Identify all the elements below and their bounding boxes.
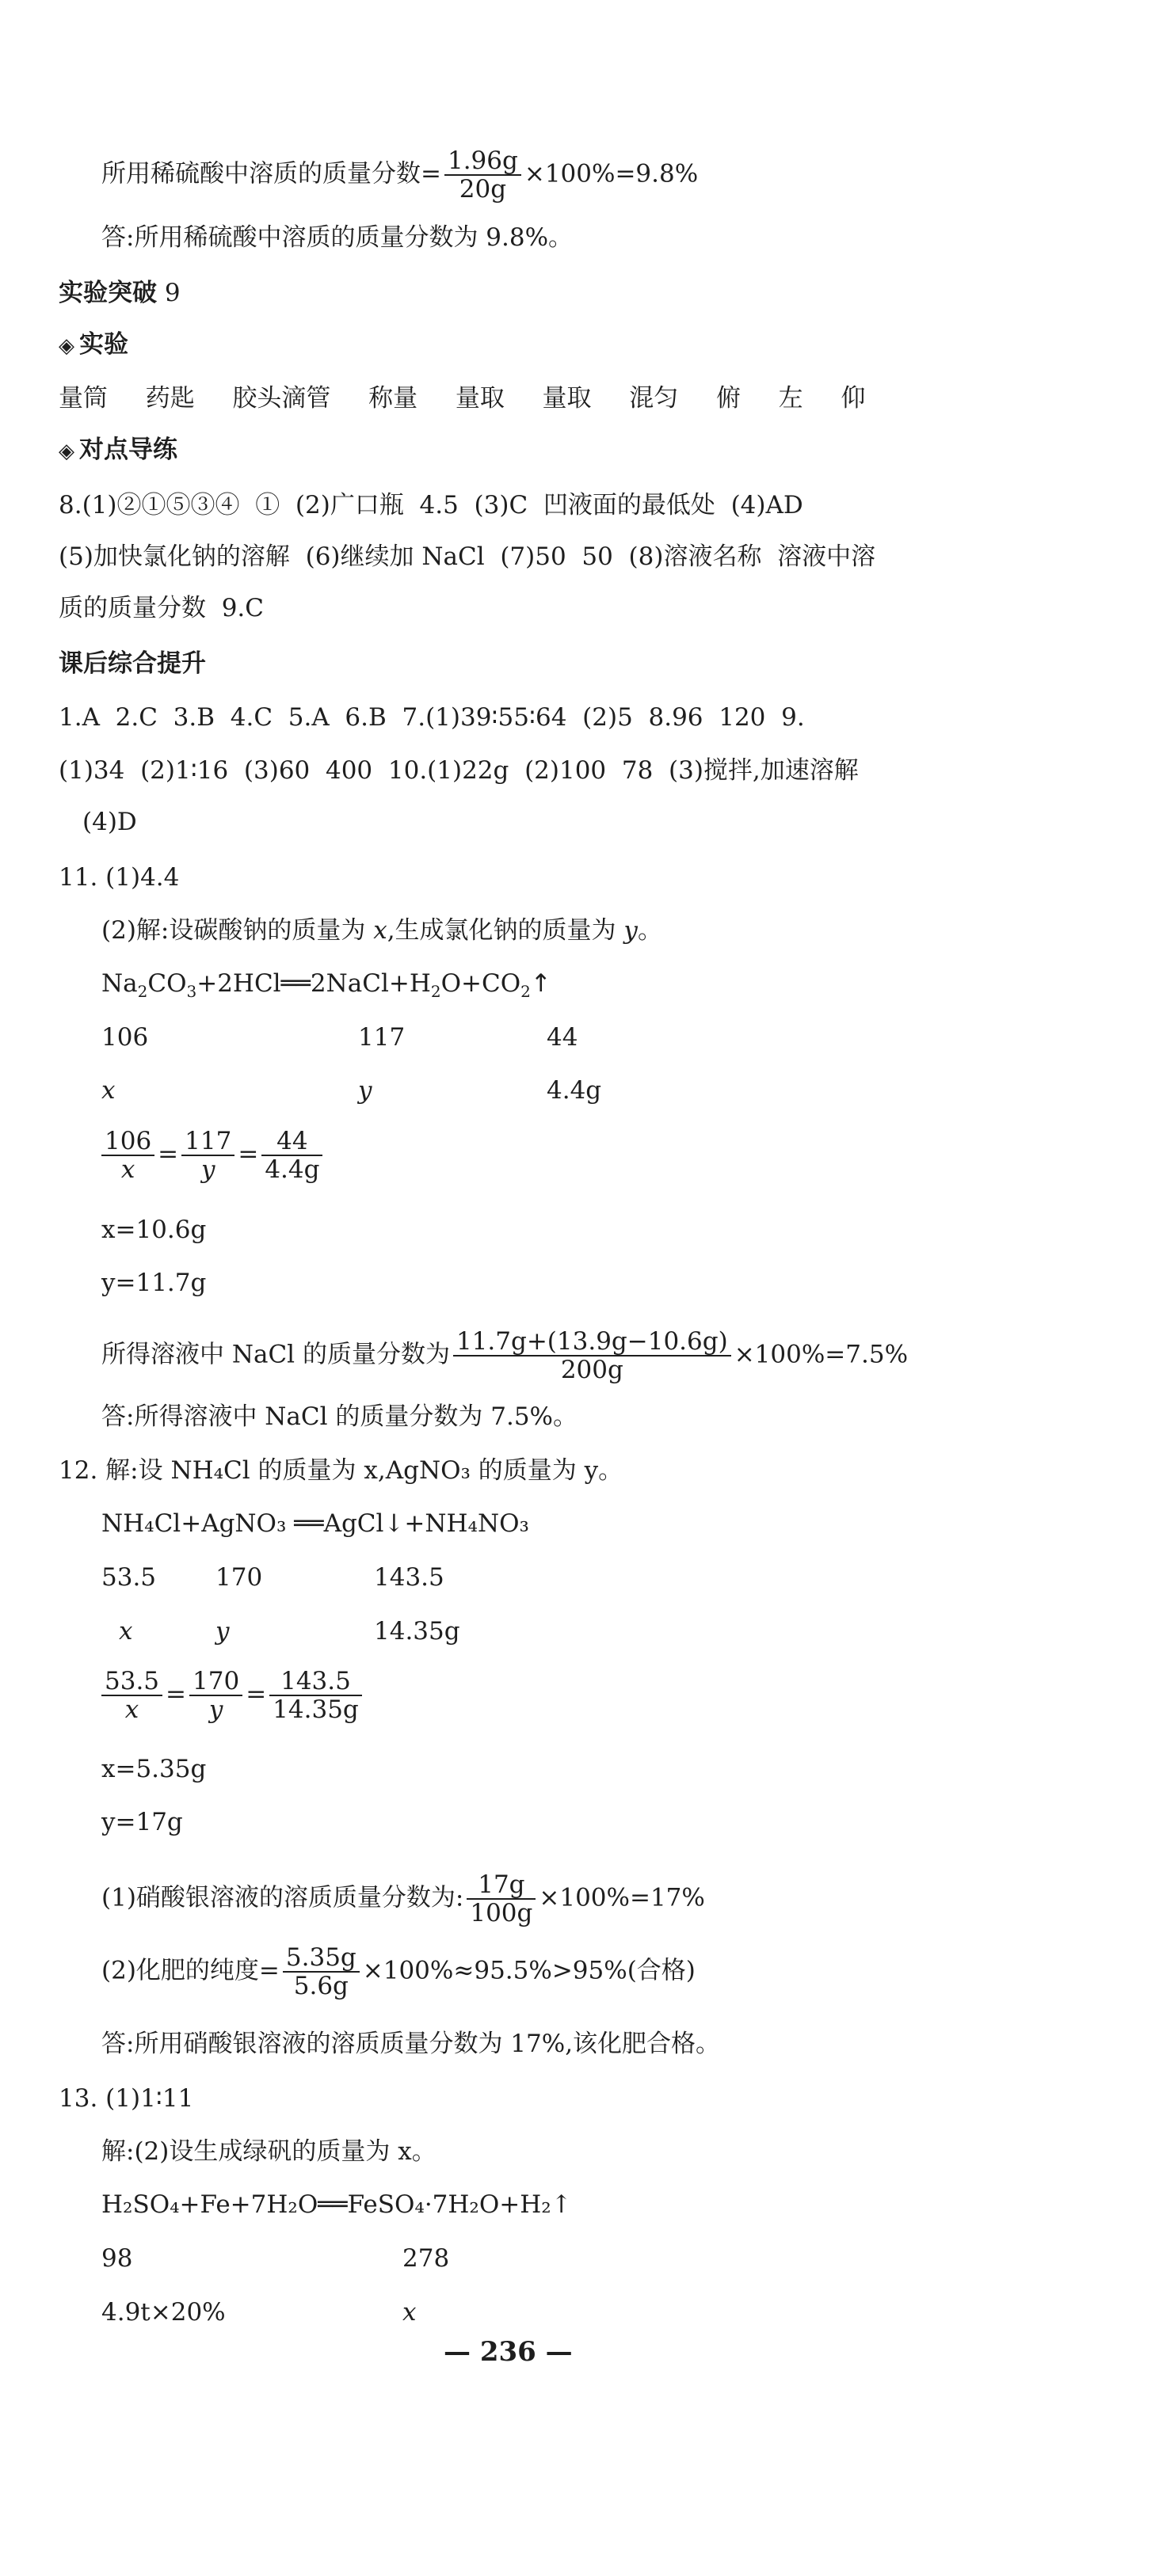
formula-part: +2HCl — [196, 969, 281, 998]
equation-q11 — [101, 968, 551, 1007]
heading-text: 课后综合提升 — [59, 649, 206, 678]
text: 。 — [637, 916, 662, 945]
formula-part: Na — [101, 969, 138, 998]
subscript: 2 — [137, 982, 148, 1002]
numerator: 17g — [467, 1871, 536, 1900]
numerator: 170 — [189, 1668, 242, 1696]
fraction — [453, 1328, 731, 1383]
answer-q8-line3: 质的质量分数 9.C — [59, 594, 265, 622]
text: (2)化肥的纯度= — [101, 1956, 280, 1985]
heading-text: 实验 — [79, 330, 128, 359]
denominator: 5.6g — [293, 1972, 349, 2000]
section-heading-experiment — [59, 277, 181, 309]
numerator: 106 — [101, 1128, 154, 1156]
denominator: 20g — [459, 175, 507, 204]
diamond-bullet-icon: ◈ — [59, 439, 74, 463]
denominator: 4.4g — [265, 1155, 320, 1184]
mass-value: 278 — [402, 2244, 450, 2273]
answer-q13-setup: 解:(2)设生成绿矾的质量为 x。 — [101, 2137, 437, 2166]
answer-q12: 答:所用硝酸银溶液的溶质质量分数为 17%,该化肥合格。 — [101, 2030, 721, 2058]
mass-value: 4.9t×20% — [101, 2298, 226, 2327]
subscript: 2 — [520, 982, 531, 1002]
unknown-value: x — [101, 1076, 116, 1105]
equals: = — [238, 1140, 259, 1169]
heading-text: 实验突破 — [59, 279, 157, 307]
fraction — [181, 1128, 234, 1183]
section-heading-review — [59, 648, 206, 679]
answer-q11: 答:所得溶液中 NaCl 的质量分数为 7.5%。 — [101, 1402, 578, 1431]
text: 所得溶液中 NaCl 的质量分数为 — [101, 1340, 450, 1369]
numerator: 44 — [261, 1128, 322, 1156]
formula-part: 2NaCl+H — [310, 969, 431, 998]
line-acid-fraction — [101, 147, 698, 203]
answers-1-9: 1.A 2.C 3.B 4.C 5.A 6.B 7.(1)39∶55∶64 (2)5 8.96 120 9. — [59, 703, 805, 732]
experiment-words: 量筒 药匙 胶头滴管 称量 量取 量取 混匀 俯 左 仰 — [59, 384, 866, 413]
fraction — [269, 1668, 362, 1723]
subscript: 3 — [186, 982, 197, 1002]
text: (1)硝酸银溶液的溶质质量分数为: — [101, 1883, 464, 1912]
variable-x: x — [373, 916, 387, 945]
page-number: — 236 — — [444, 2336, 573, 2368]
equals: = — [158, 1140, 179, 1169]
reaction-arrow: ══ — [280, 969, 311, 998]
diamond-bullet-icon: ◈ — [59, 334, 74, 358]
fraction — [101, 1128, 154, 1183]
mass-value: 53.5 — [101, 1563, 157, 1592]
unknown-value: x — [402, 2298, 417, 2327]
proportion-q11 — [98, 1128, 326, 1183]
text: ×100%=7.5% — [734, 1340, 909, 1369]
answer-q11-setup — [101, 915, 662, 946]
text: ×100%=17% — [539, 1883, 705, 1912]
denominator: 100g — [470, 1899, 533, 1927]
proportion-q12 — [98, 1668, 365, 1723]
answer-q11-1: 11. (1)4.4 — [59, 863, 180, 892]
equation-q13: H₂SO₄+Fe+7H₂O══FeSO₄·7H₂O+H₂↑ — [101, 2190, 572, 2219]
numerator: 117 — [181, 1128, 234, 1156]
denominator: 200g — [560, 1356, 623, 1384]
subscript: 2 — [430, 982, 441, 1002]
fraction — [261, 1128, 322, 1183]
mass-value: 14.35g — [374, 1617, 460, 1646]
denominator: x — [124, 1695, 139, 1724]
answer-q13-1: 13. (1)1∶11 — [59, 2084, 194, 2113]
solution-y: y=11.7g — [101, 1269, 207, 1297]
subheading-practice — [59, 434, 177, 467]
mass-value: 44 — [547, 1023, 578, 1052]
fraction — [467, 1871, 536, 1927]
calc-silver-nitrate — [101, 1871, 705, 1927]
subheading-experiment — [59, 329, 128, 362]
mass-value: 117 — [358, 1023, 406, 1052]
unknown-value: x — [119, 1617, 133, 1646]
denominator: 14.35g — [273, 1695, 359, 1724]
solution-x: x=10.6g — [101, 1216, 207, 1244]
mass-value: 4.4g — [547, 1076, 602, 1105]
formula-part: CO — [147, 969, 187, 998]
heading-text: 对点导练 — [79, 436, 177, 464]
text: ,生成氯化钠的质量为 — [387, 916, 624, 945]
text: (2)解:设碳酸钠的质量为 — [101, 916, 374, 945]
fraction — [444, 147, 521, 203]
answer-acid: 答:所用稀硫酸中溶质的质量分数为 9.8%。 — [101, 223, 574, 252]
answer-q8-line1: 8.(1)②①⑤③④ ① (2)广口瓶 4.5 (3)C 凹液面的最低处 (4)AD — [59, 491, 803, 519]
numerator: 53.5 — [101, 1668, 162, 1696]
calc-nacl-fraction — [101, 1328, 908, 1383]
denominator: y — [200, 1155, 215, 1184]
equation-q12: NH₄Cl+AgNO₃ ══AgCl↓+NH₄NO₃ — [101, 1509, 529, 1538]
answer-q12-setup: 12. 解:设 NH₄Cl 的质量为 x,AgNO₃ 的质量为 y。 — [59, 1456, 623, 1485]
denominator: y — [208, 1695, 223, 1724]
gas-arrow-icon: ↑ — [530, 969, 551, 998]
unknown-value: y — [215, 1617, 230, 1646]
numerator: 5.35g — [283, 1944, 360, 1973]
answer-10-4: (4)D — [82, 808, 137, 836]
mass-value: 98 — [101, 2244, 133, 2273]
fraction — [283, 1944, 360, 2000]
calc-fertilizer-purity — [101, 1944, 696, 2000]
fraction — [101, 1668, 162, 1723]
mass-value: 143.5 — [374, 1563, 444, 1592]
variable-y: y — [623, 916, 638, 945]
text: ×100%≈95.5%>95%(合格) — [362, 1956, 696, 1985]
formula-part: O+CO — [440, 969, 521, 998]
solution-x: x=5.35g — [101, 1755, 207, 1783]
equals: = — [166, 1680, 187, 1709]
fraction — [189, 1668, 242, 1723]
answer-q8-line2: (5)加快氯化钠的溶解 (6)继续加 NaCl (7)50 50 (8)溶液名称 溶液中溶 — [59, 542, 876, 571]
text: 所用稀硫酸中溶质的质量分数= — [101, 159, 441, 188]
solution-y: y=17g — [101, 1808, 183, 1836]
mass-value: 106 — [101, 1023, 149, 1052]
text: ×100%=9.8% — [524, 159, 699, 188]
numerator: 1.96g — [444, 147, 521, 176]
answers-9-10: (1)34 (2)1∶16 (3)60 400 10.(1)22g (2)100 78 (3)搅拌,加速溶解 — [59, 756, 859, 785]
unknown-value: y — [358, 1076, 372, 1105]
denominator: x — [120, 1155, 135, 1184]
heading-number: 9 — [164, 279, 181, 307]
numerator: 143.5 — [269, 1668, 362, 1696]
numerator: 11.7g+(13.9g−10.6g) — [453, 1328, 731, 1356]
mass-value: 170 — [215, 1563, 263, 1592]
equals: = — [246, 1680, 267, 1709]
